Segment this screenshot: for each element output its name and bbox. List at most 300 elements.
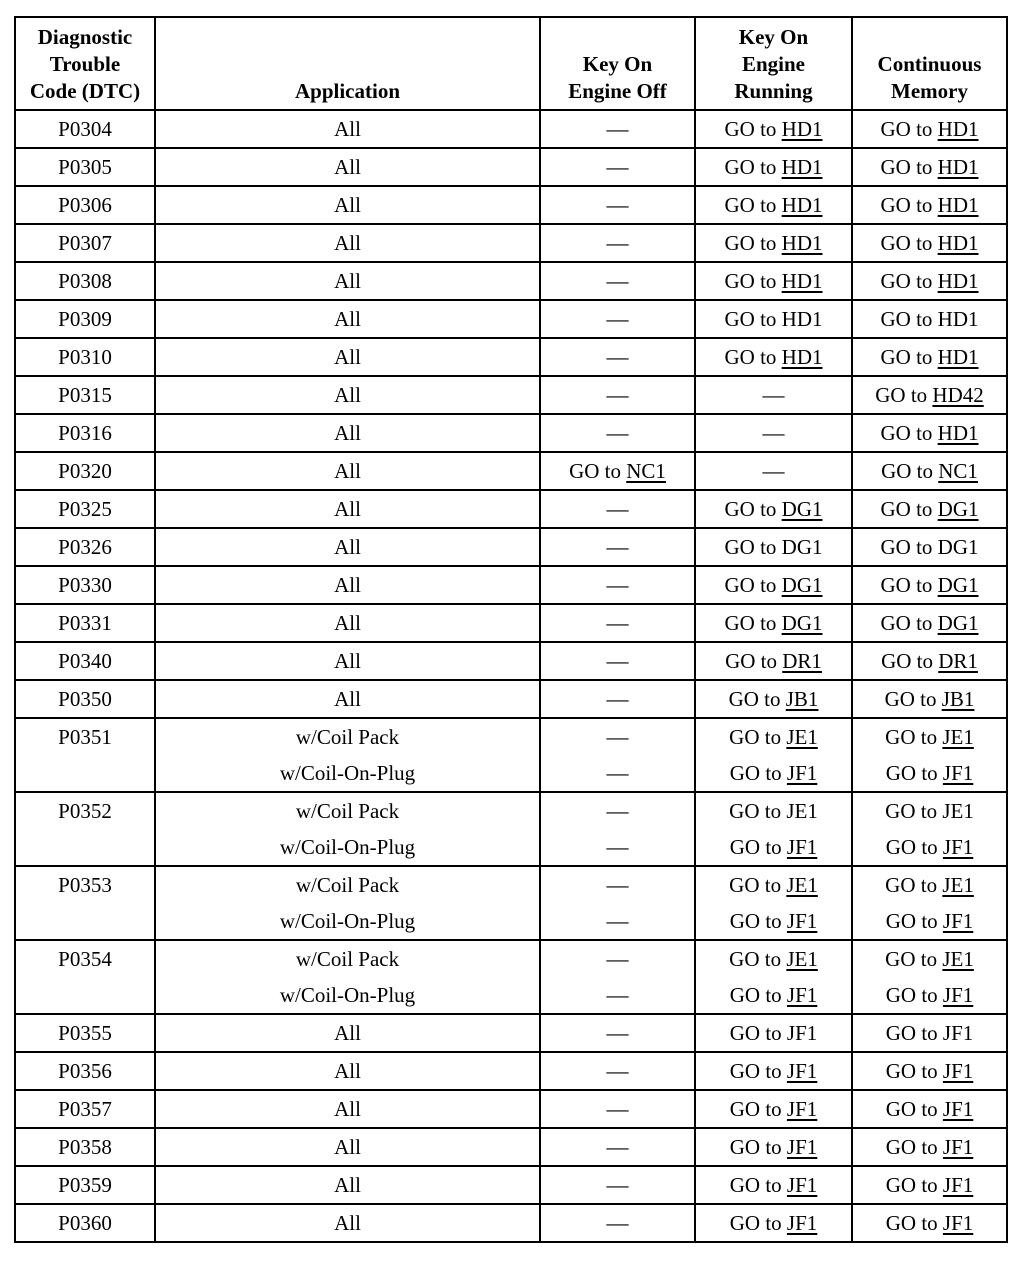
key-on-engine-running-action <box>696 719 851 755</box>
procedure-link[interactable]: JF1 <box>786 1059 818 1083</box>
not-applicable-dash: — <box>762 382 785 407</box>
continuous-memory-action <box>853 605 1006 641</box>
header-cm-line: Continuous <box>877 52 982 76</box>
table-row <box>15 186 1007 224</box>
key-on-engine-running-action <box>696 1015 851 1051</box>
go-to-text: GO to <box>880 573 938 597</box>
go-to-text: GO to <box>729 835 787 859</box>
procedure-link[interactable]: HD1 <box>781 345 823 369</box>
key-on-engine-off-cell <box>540 680 695 718</box>
procedure-link[interactable]: HD1 <box>937 421 979 445</box>
application-cell <box>155 224 540 262</box>
key-on-engine-running-cell <box>695 566 852 604</box>
go-to-text: GO to <box>885 761 943 785</box>
go-to-text: GO to <box>885 835 943 859</box>
continuous-memory-action <box>853 903 1006 939</box>
not-applicable-dash: — <box>606 982 629 1007</box>
continuous-memory-cell <box>852 186 1007 224</box>
key-on-engine-off-cell <box>540 414 695 452</box>
dtc-code: P0354 <box>58 947 112 971</box>
go-to-text: GO to <box>885 1059 943 1083</box>
table-row <box>15 338 1007 376</box>
continuous-memory-action <box>853 263 1006 299</box>
dtc-table <box>14 16 1008 1243</box>
header-koeo-line: Key On <box>582 52 653 76</box>
continuous-memory-cell <box>852 866 1007 940</box>
table-row <box>15 718 1007 792</box>
application-cell <box>155 338 540 376</box>
go-to-text: GO to <box>724 535 782 559</box>
procedure-link[interactable]: JF1 <box>786 1097 818 1121</box>
procedure-link[interactable]: HD1 <box>937 231 979 255</box>
application-text: w/Coil-On-Plug <box>279 835 416 859</box>
table-row <box>15 414 1007 452</box>
application-cell <box>155 110 540 148</box>
application-text: All <box>334 269 361 293</box>
procedure-link[interactable]: JF1 <box>942 1097 974 1121</box>
go-to-text: GO to <box>885 983 943 1007</box>
go-to-text: GO to <box>729 1173 787 1197</box>
application-text: All <box>334 497 361 521</box>
table-row <box>15 566 1007 604</box>
procedure-link[interactable]: JF1 <box>942 761 974 785</box>
header-koer-line: Running <box>734 79 813 103</box>
not-applicable-dash: — <box>606 724 629 749</box>
application-cell <box>155 148 540 186</box>
not-applicable-dash: — <box>606 908 629 933</box>
key-on-engine-running-cell <box>695 604 852 642</box>
not-applicable-dash: — <box>606 268 629 293</box>
key-on-engine-running-cell <box>695 338 852 376</box>
key-on-engine-running-action <box>696 1167 851 1203</box>
not-applicable-dash: — <box>606 1058 629 1083</box>
not-applicable-dash: — <box>606 382 629 407</box>
key-on-engine-off-cell <box>540 376 695 414</box>
key-on-engine-off-cell <box>540 1166 695 1204</box>
dtc-code: P0353 <box>58 873 112 897</box>
procedure-link: DG1 <box>937 535 979 559</box>
dtc-code-cell <box>15 680 155 718</box>
key-on-engine-off-cell <box>540 452 695 490</box>
go-to-text: GO to <box>729 1059 787 1083</box>
dtc-code-cell <box>15 414 155 452</box>
application-text: All <box>334 117 361 141</box>
procedure-link[interactable]: DG1 <box>937 497 979 521</box>
key-on-engine-off-cell <box>540 148 695 186</box>
dtc-code-cell <box>15 866 155 940</box>
key-on-engine-running-action <box>696 1091 851 1127</box>
header-koeo-line: Engine Off <box>568 79 667 103</box>
dtc-code: P0325 <box>58 497 112 521</box>
procedure-link[interactable]: HD1 <box>937 117 979 141</box>
dtc-code: P0357 <box>58 1097 112 1121</box>
procedure-link[interactable]: HD1 <box>781 117 823 141</box>
application-text: w/Coil Pack <box>295 947 400 971</box>
dtc-code: P0316 <box>58 421 112 445</box>
application-text: All <box>334 231 361 255</box>
continuous-memory-action <box>853 1167 1006 1203</box>
application-cell <box>155 940 540 1014</box>
dtc-code-cell <box>15 300 155 338</box>
go-to-text: GO to <box>880 535 938 559</box>
procedure-link[interactable]: HD1 <box>781 193 823 217</box>
not-applicable-dash: — <box>606 1172 629 1197</box>
table-row <box>15 528 1007 566</box>
go-to-text: GO to <box>729 725 787 749</box>
procedure-link[interactable]: JF1 <box>942 909 974 933</box>
dtc-code: P0356 <box>58 1059 112 1083</box>
dtc-code-cell <box>15 110 155 148</box>
dtc-code-cell <box>15 452 155 490</box>
procedure-link[interactable]: HD1 <box>937 155 979 179</box>
continuous-memory-cell <box>852 1014 1007 1052</box>
header-continuous-memory <box>852 17 1007 110</box>
continuous-memory-action <box>853 149 1006 185</box>
dtc-table-body <box>15 110 1007 1242</box>
go-to-text: GO to <box>724 345 782 369</box>
key-on-engine-running-action <box>696 681 851 717</box>
header-cm-line: Memory <box>891 79 968 103</box>
dtc-code: P0310 <box>58 345 112 369</box>
go-to-text: GO to <box>729 873 787 897</box>
dtc-code-cell <box>15 376 155 414</box>
dtc-code-cell <box>15 1014 155 1052</box>
application-text: All <box>334 649 361 673</box>
table-row <box>15 1052 1007 1090</box>
table-row <box>15 490 1007 528</box>
key-on-engine-running-action <box>696 829 851 865</box>
key-on-engine-running-cell <box>695 300 852 338</box>
procedure-link[interactable]: JF1 <box>786 761 818 785</box>
key-on-engine-off-cell <box>540 1052 695 1090</box>
key-on-engine-off-cell <box>540 604 695 642</box>
continuous-memory-cell <box>852 414 1007 452</box>
procedure-link[interactable]: JE1 <box>786 947 818 971</box>
continuous-memory-cell <box>852 148 1007 186</box>
key-on-engine-off-cell <box>540 866 695 940</box>
procedure-link[interactable]: DG1 <box>781 497 823 521</box>
application-text: All <box>334 459 361 483</box>
go-to-text: GO to <box>885 799 943 823</box>
table-row <box>15 1128 1007 1166</box>
header-application <box>155 17 540 110</box>
key-on-engine-running-action <box>696 643 851 679</box>
go-to-text: GO to <box>881 459 939 483</box>
key-on-engine-running-cell <box>695 528 852 566</box>
key-on-engine-running-action <box>696 903 851 939</box>
application-cell <box>155 718 540 792</box>
go-to-text: GO to <box>569 459 627 483</box>
key-on-engine-running-cell <box>695 490 852 528</box>
application-cell <box>155 186 540 224</box>
procedure-link[interactable]: JB1 <box>941 687 975 711</box>
not-applicable-dash: — <box>606 1210 629 1235</box>
not-applicable-dash: — <box>606 1096 629 1121</box>
continuous-memory-action <box>853 529 1006 565</box>
continuous-memory-action <box>853 567 1006 603</box>
go-to-text: GO to <box>885 909 943 933</box>
dtc-code: P0307 <box>58 231 112 255</box>
procedure-link[interactable]: JE1 <box>942 873 974 897</box>
procedure-link[interactable]: HD1 <box>781 155 823 179</box>
application-cell <box>155 262 540 300</box>
key-on-engine-off-cell <box>540 1128 695 1166</box>
key-on-engine-running-cell <box>695 1052 852 1090</box>
go-to-text: GO to <box>729 1135 787 1159</box>
go-to-text: GO to <box>724 269 782 293</box>
key-on-engine-off-cell <box>540 1204 695 1242</box>
procedure-link[interactable]: HD1 <box>781 231 823 255</box>
not-applicable-dash: — <box>606 834 629 859</box>
not-applicable-dash: — <box>606 572 629 597</box>
key-on-engine-running-action <box>696 111 851 147</box>
not-applicable-dash: — <box>606 1134 629 1159</box>
procedure-link[interactable]: NC1 <box>626 459 666 483</box>
procedure-link[interactable]: JB1 <box>785 687 819 711</box>
dtc-code: P0306 <box>58 193 112 217</box>
key-on-engine-running-cell <box>695 376 852 414</box>
go-to-text: GO to <box>880 345 938 369</box>
not-applicable-dash: — <box>606 534 629 559</box>
continuous-memory-action <box>853 415 1006 451</box>
application-text: w/Coil-On-Plug <box>279 983 416 1007</box>
go-to-text: GO to <box>880 497 938 521</box>
application-text: All <box>334 1097 361 1121</box>
dtc-code-cell <box>15 148 155 186</box>
key-on-engine-running-action <box>696 755 851 791</box>
procedure-link[interactable]: JF1 <box>786 983 818 1007</box>
procedure-link: HD1 <box>781 307 823 331</box>
dtc-code: P0358 <box>58 1135 112 1159</box>
continuous-memory-action <box>853 1129 1006 1165</box>
key-on-engine-running-cell <box>695 1204 852 1242</box>
procedure-link: JF1 <box>786 1021 818 1045</box>
continuous-memory-action <box>853 829 1006 865</box>
procedure-link[interactable]: JE1 <box>942 725 974 749</box>
key-on-engine-running-action <box>696 793 851 829</box>
dtc-code-cell <box>15 490 155 528</box>
go-to-text: GO to <box>724 193 782 217</box>
dtc-code: P0359 <box>58 1173 112 1197</box>
application-cell <box>155 1052 540 1090</box>
table-row <box>15 452 1007 490</box>
application-text: All <box>334 155 361 179</box>
go-to-text: GO to <box>885 1097 943 1121</box>
key-on-engine-running-action <box>696 529 851 565</box>
go-to-text: GO to <box>880 421 938 445</box>
dtc-code: P0331 <box>58 611 112 635</box>
application-cell <box>155 642 540 680</box>
procedure-link: JE1 <box>786 799 818 823</box>
key-on-engine-running-action <box>696 605 851 641</box>
key-on-engine-running-action <box>696 1205 851 1241</box>
application-text: w/Coil Pack <box>295 799 400 823</box>
continuous-memory-cell <box>852 1204 1007 1242</box>
continuous-memory-action <box>853 867 1006 903</box>
procedure-link[interactable]: JF1 <box>786 1135 818 1159</box>
go-to-text: GO to <box>729 1211 787 1235</box>
procedure-link[interactable]: JF1 <box>942 1211 974 1235</box>
application-text: All <box>334 345 361 369</box>
application-text: All <box>334 307 361 331</box>
key-on-engine-running-action <box>696 941 851 977</box>
continuous-memory-cell <box>852 792 1007 866</box>
procedure-link[interactable]: JF1 <box>786 1211 818 1235</box>
key-on-engine-running-action <box>696 1053 851 1089</box>
procedure-link[interactable]: HD1 <box>781 269 823 293</box>
not-applicable-dash: — <box>606 798 629 823</box>
header-dtc-line: Trouble <box>49 52 121 76</box>
continuous-memory-cell <box>852 1166 1007 1204</box>
go-to-text: GO to <box>880 611 938 635</box>
application-text: All <box>334 535 361 559</box>
procedure-link[interactable]: JF1 <box>942 835 974 859</box>
procedure-link[interactable]: JE1 <box>942 947 974 971</box>
continuous-memory-action <box>853 755 1006 791</box>
go-to-text: GO to <box>729 947 787 971</box>
application-text: All <box>334 383 361 407</box>
procedure-link[interactable]: DG1 <box>937 573 979 597</box>
application-text: w/Coil Pack <box>295 873 400 897</box>
procedure-link[interactable]: HD1 <box>937 345 979 369</box>
dtc-code: P0315 <box>58 383 112 407</box>
header-key-on-engine-running <box>695 17 852 110</box>
go-to-text: GO to <box>729 983 787 1007</box>
application-cell <box>155 414 540 452</box>
application-text: All <box>334 1135 361 1159</box>
table-row <box>15 110 1007 148</box>
not-applicable-dash: — <box>606 760 629 785</box>
continuous-memory-cell <box>852 300 1007 338</box>
continuous-memory-cell <box>852 224 1007 262</box>
key-on-engine-running-action <box>696 339 851 375</box>
procedure-link: JF1 <box>942 1021 974 1045</box>
key-on-engine-running-action <box>696 225 851 261</box>
go-to-text: GO to <box>880 193 938 217</box>
continuous-memory-cell <box>852 262 1007 300</box>
not-applicable-dash: — <box>606 946 629 971</box>
go-to-text: GO to <box>880 155 938 179</box>
dtc-code-cell <box>15 604 155 642</box>
application-text: All <box>334 1211 361 1235</box>
key-on-engine-off-cell <box>540 338 695 376</box>
key-on-engine-off-cell <box>540 566 695 604</box>
procedure-link[interactable]: JF1 <box>786 1173 818 1197</box>
table-row <box>15 642 1007 680</box>
dtc-code-cell <box>15 528 155 566</box>
table-row <box>15 148 1007 186</box>
go-to-text: GO to <box>885 947 943 971</box>
dtc-code: P0360 <box>58 1211 112 1235</box>
application-text: All <box>334 1021 361 1045</box>
continuous-memory-action <box>853 1091 1006 1127</box>
key-on-engine-running-cell <box>695 940 852 1014</box>
procedure-link: JE1 <box>942 799 974 823</box>
go-to-text: GO to <box>724 307 782 331</box>
procedure-link[interactable]: HD1 <box>937 269 979 293</box>
dtc-code: P0304 <box>58 117 112 141</box>
continuous-memory-cell <box>852 376 1007 414</box>
not-applicable-dash: — <box>606 496 629 521</box>
continuous-memory-cell <box>852 1128 1007 1166</box>
go-to-text: GO to <box>885 873 943 897</box>
key-on-engine-running-cell <box>695 1090 852 1128</box>
dtc-code: P0320 <box>58 459 112 483</box>
header-dtc-line: Code (DTC) <box>29 79 141 103</box>
application-text: w/Coil Pack <box>295 725 400 749</box>
key-on-engine-running-cell <box>695 110 852 148</box>
procedure-link[interactable]: NC1 <box>938 459 978 483</box>
procedure-link[interactable]: DG1 <box>781 611 823 635</box>
procedure-link[interactable]: JF1 <box>942 983 974 1007</box>
key-on-engine-off-action <box>541 453 694 489</box>
not-applicable-dash: — <box>606 116 629 141</box>
go-to-text: GO to <box>728 687 786 711</box>
key-on-engine-off-cell <box>540 1014 695 1052</box>
go-to-text: GO to <box>885 1135 943 1159</box>
not-applicable-dash: — <box>606 610 629 635</box>
procedure-link[interactable]: JE1 <box>786 873 818 897</box>
procedure-link[interactable]: JF1 <box>786 835 818 859</box>
continuous-memory-cell <box>852 1090 1007 1128</box>
application-cell <box>155 1090 540 1128</box>
procedure-link[interactable]: DR1 <box>782 649 822 673</box>
procedure-link[interactable]: JF1 <box>942 1173 974 1197</box>
dtc-code-cell <box>15 718 155 792</box>
key-on-engine-running-cell <box>695 414 852 452</box>
header-row <box>15 17 1007 110</box>
procedure-link[interactable]: DG1 <box>781 573 823 597</box>
procedure-link[interactable]: JF1 <box>942 1135 974 1159</box>
application-cell <box>155 490 540 528</box>
procedure-link[interactable]: JE1 <box>786 725 818 749</box>
continuous-memory-action <box>853 941 1006 977</box>
go-to-text: GO to <box>724 231 782 255</box>
dtc-code-cell <box>15 338 155 376</box>
procedure-link[interactable]: HD1 <box>937 193 979 217</box>
table-row <box>15 1204 1007 1242</box>
go-to-text: GO to <box>729 799 787 823</box>
procedure-link[interactable]: DR1 <box>938 649 978 673</box>
continuous-memory-cell <box>852 452 1007 490</box>
procedure-link[interactable]: HD42 <box>932 383 984 407</box>
application-cell <box>155 566 540 604</box>
key-on-engine-running-cell <box>695 792 852 866</box>
procedure-link[interactable]: JF1 <box>942 1059 974 1083</box>
not-applicable-dash: — <box>606 230 629 255</box>
go-to-text: GO to <box>724 117 782 141</box>
not-applicable-dash: — <box>606 648 629 673</box>
continuous-memory-action <box>853 793 1006 829</box>
dtc-code: P0308 <box>58 269 112 293</box>
dtc-code: P0330 <box>58 573 112 597</box>
key-on-engine-running-cell <box>695 1128 852 1166</box>
go-to-text: GO to <box>729 909 787 933</box>
not-applicable-dash: — <box>762 458 785 483</box>
not-applicable-dash: — <box>606 154 629 179</box>
key-on-engine-running-cell <box>695 642 852 680</box>
application-cell <box>155 528 540 566</box>
application-cell <box>155 1014 540 1052</box>
continuous-memory-action <box>853 377 1006 413</box>
dtc-code: P0326 <box>58 535 112 559</box>
application-text: All <box>334 687 361 711</box>
go-to-text: GO to <box>885 1173 943 1197</box>
procedure-link[interactable]: JF1 <box>786 909 818 933</box>
procedure-link[interactable]: DG1 <box>937 611 979 635</box>
continuous-memory-action <box>853 681 1006 717</box>
header-koer-line: Key On <box>738 25 809 49</box>
